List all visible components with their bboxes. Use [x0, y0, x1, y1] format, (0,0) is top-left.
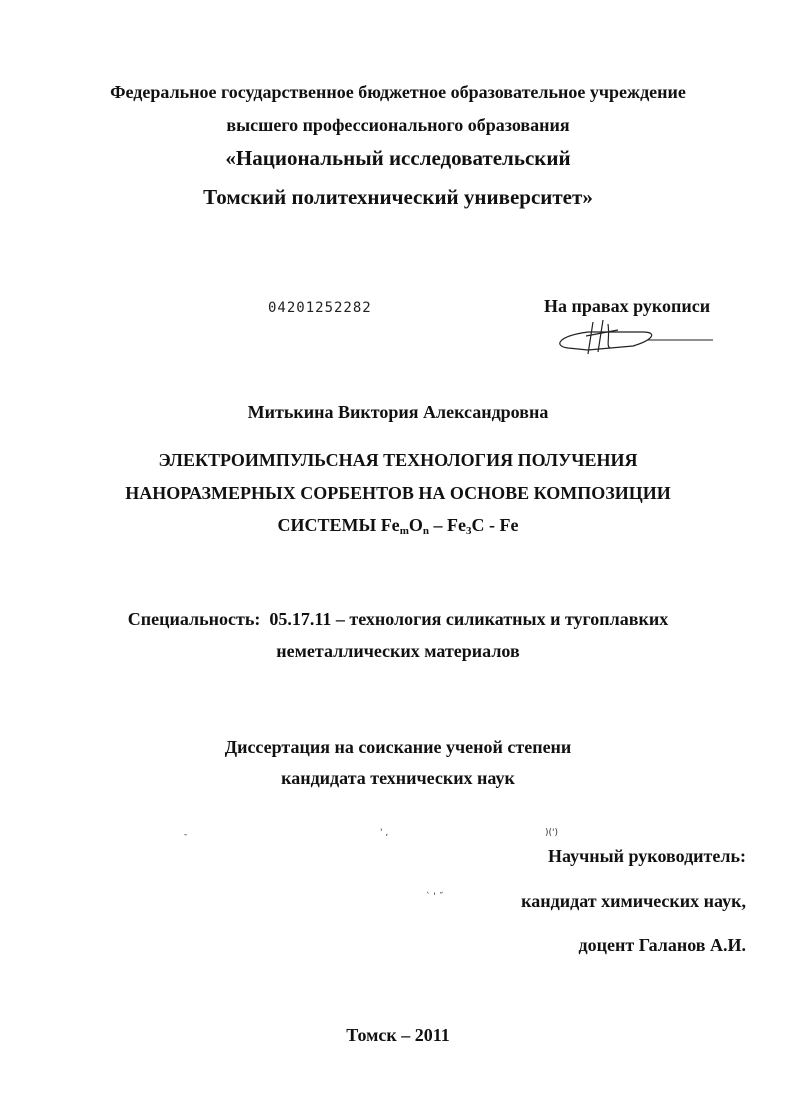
degree-line-1: Диссертация на соискание ученой степени [224, 737, 572, 757]
header-line-4: Томский политехнический университет» [203, 185, 593, 209]
supervisor-name: доцент Галанов А.И. [578, 935, 746, 955]
title-line-3 [0, 515, 796, 537]
supervisor-degree: кандидат химических наук, [521, 891, 746, 911]
author-name: Митькина Виктория Александровна [247, 402, 549, 422]
scan-artifact: ` ' ˝ [426, 892, 444, 902]
degree-line-2: кандидата технических наук [281, 768, 515, 788]
header-line-1: Федеральное государственное бюджетное образовательное учреждение [110, 82, 686, 102]
subscript-3: 3 [465, 525, 472, 537]
title-line-2: НАНОРАЗМЕРНЫХ СОРБЕНТОВ НА ОСНОВЕ КОМПОЗИЦИИ [125, 483, 671, 503]
header-line-2: высшего профессионального образования [226, 115, 570, 135]
title-text: O [408, 515, 423, 535]
title-text: СИСТЕМЫ Fe [277, 515, 400, 535]
supervisor-label: Научный руководитель: [548, 846, 746, 866]
city-year: Томск – 2011 [346, 1025, 450, 1045]
header-line-3: «Национальный исследовательский [225, 146, 571, 170]
title-text: – Fe [429, 515, 466, 535]
title-text: C - Fe [471, 515, 519, 535]
specialty-line-1: Специальность: 05.17.11 – технология силикатных и тугоплавких [127, 609, 669, 629]
subscript-n: n [422, 525, 429, 537]
signature-icon [548, 318, 718, 358]
title-line-1: ЭЛЕКТРОИМПУЛЬСНАЯ ТЕХНОЛОГИЯ ПОЛУЧЕНИЯ [158, 450, 638, 470]
scan-artifact: )(') [545, 828, 559, 838]
scan-artifact: ' , [380, 828, 389, 838]
specialty-line-2: неметаллических материалов [276, 641, 520, 661]
rights-label: На правах рукописи [544, 296, 711, 316]
registration-number: 04201252282 [268, 300, 372, 316]
subscript-m: m [399, 525, 409, 537]
scan-artifact: - [184, 830, 188, 840]
